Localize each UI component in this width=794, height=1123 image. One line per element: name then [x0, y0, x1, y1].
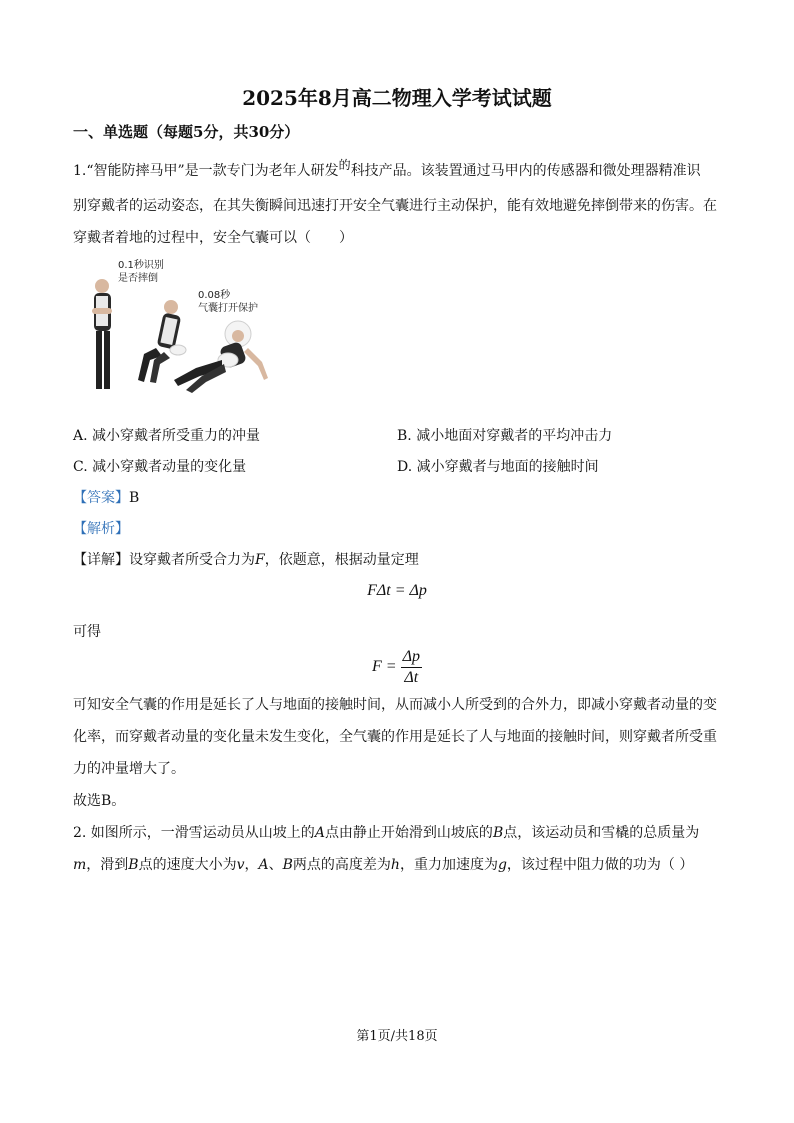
figure-label-1-line-2: 是否摔倒	[118, 273, 158, 284]
explanation-line-1: 可知安全气囊的作用是延长了人与地面的接触时间，从而减小人所受到的合外力，即减小穿戴者动量的变	[73, 697, 717, 713]
option-c: C. 减小穿戴者动量的变化量	[73, 459, 247, 475]
airbag-vest-figure	[86, 256, 286, 402]
formula-momentum-theorem: FΔt = Δp	[367, 582, 427, 599]
answer-value: B	[129, 490, 140, 506]
formula-force: F = $\frac{\Delta p}{\Delta t}$	[372, 648, 420, 686]
option-d: D. 减小穿戴者与地面的接触时间	[397, 459, 599, 475]
page-footer: 第1页/共18页	[356, 1029, 438, 1044]
q1-line-1: 1.“智能防摔马甲”是一款专门为老年人研发的科技产品。该装置通过马甲内的传感器和微处理器精准识	[73, 158, 701, 179]
figure-label-2-line-2: 气囊打开保护	[198, 303, 258, 314]
kede-text: 可得	[73, 624, 101, 640]
page-title: 2025年8月高二物理入学考试试题	[242, 86, 552, 110]
option-a: A. 减小穿戴者所受重力的冲量	[73, 428, 261, 444]
q1-line-2: 别穿戴者的运动姿态，在其失衡瞬间迅速打开安全气囊进行主动保护，能有效地避免摔倒带来的伤害。在	[73, 198, 717, 214]
conclusion-line: 故选B。	[73, 793, 126, 809]
explanation-line-3: 力的冲量增大了。	[73, 761, 185, 777]
figure-label-1-line-1: 0.1秒识别	[118, 260, 164, 271]
answer-label: 【答案】	[73, 490, 129, 506]
airbag-deployed-person-icon	[174, 321, 268, 393]
section-heading: 一、单选题（每题5分，共30分）	[73, 123, 300, 141]
explanation-line-2: 化率，而穿戴者动量的变化量未发生变化，全气囊的作用是延长了人与地面的接触时间，则穿戴者所受重	[73, 729, 717, 745]
analysis-label: 【解析】	[73, 521, 129, 537]
answer-line	[73, 487, 139, 507]
option-b: B. 减小地面对穿戴者的平均冲击力	[397, 428, 613, 444]
q1-line-3: 穿戴者着地的过程中，安全气囊可以（ ）	[73, 230, 353, 246]
q2-line-2: m，滑到B点的速度大小为v，A、B两点的高度差为h，重力加速度为g，该过程中阻力做的功为（ ）	[73, 857, 694, 873]
standing-person-icon	[92, 279, 112, 389]
detail-line: 【详解】设穿戴者所受合力为F，依题意，根据动量定理	[73, 552, 419, 568]
figure-label-2-line-1: 0.08秒	[198, 290, 231, 301]
fraction: $\frac{\Delta p}{\Delta t}$	[402, 648, 420, 686]
falling-person-icon	[138, 300, 186, 383]
fall-sequence-illustration	[86, 256, 286, 402]
q2-line-1: 2. 如图所示，一滑雪运动员从山坡上的A点由静止开始滑到山坡底的B点，该运动员和雪橇的总质量为	[73, 825, 700, 841]
